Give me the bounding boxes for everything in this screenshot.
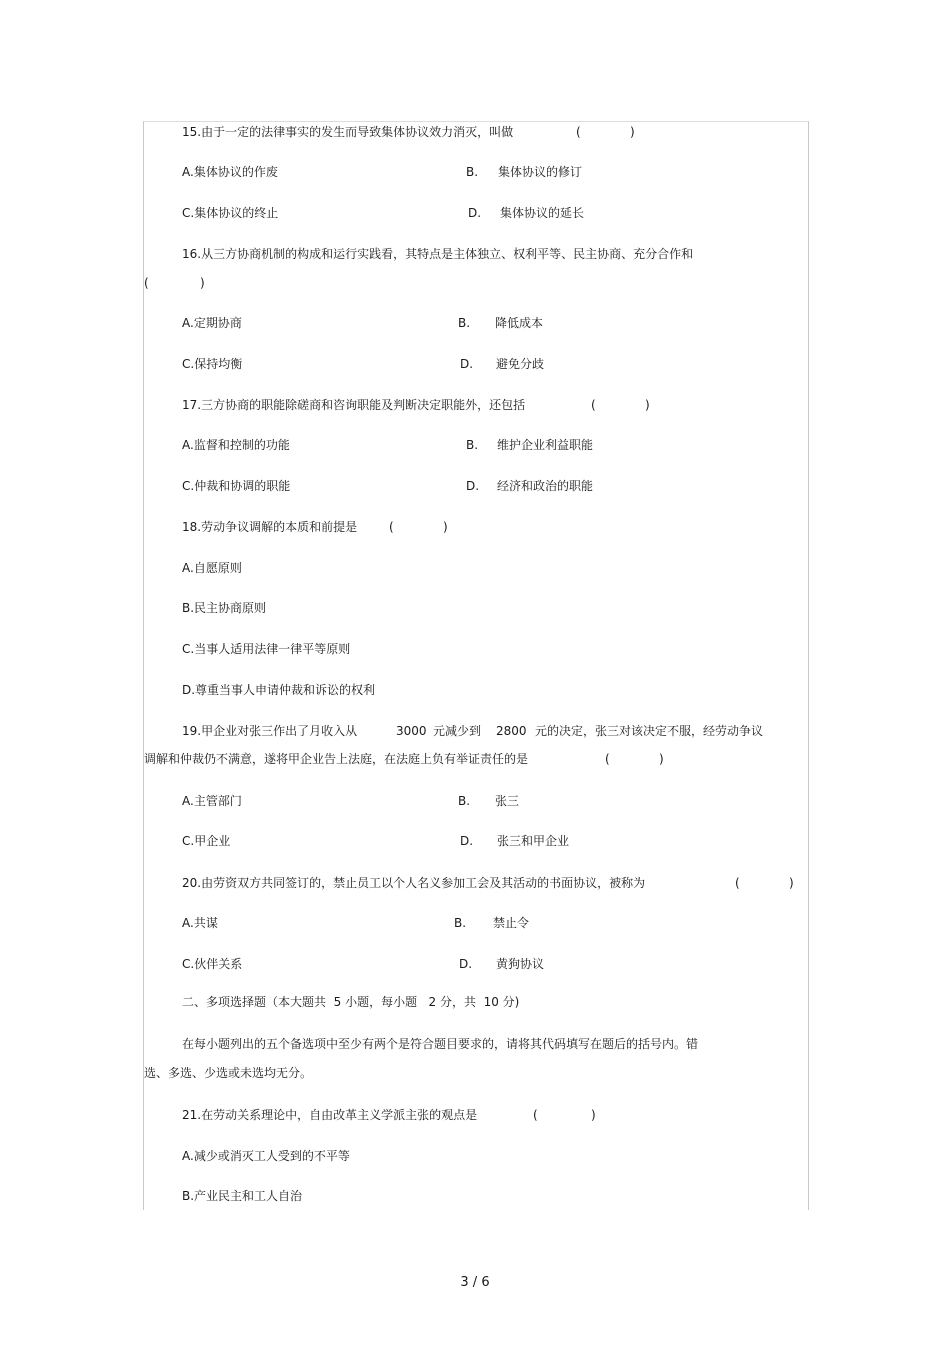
option-b-letter: B. [466, 438, 479, 452]
option-a: A.减少或消灭工人受到的不平等 [182, 1149, 350, 1163]
question-stem: 15.由于一定的法律事实的发生而导致集体协议效力消灭，叫做 [182, 125, 514, 139]
option-b-letter: B. [454, 916, 467, 930]
answer-paren-open: ( [389, 520, 394, 534]
answer-paren-close: ) [591, 1108, 596, 1122]
option-a: A.共谋 [182, 916, 218, 930]
option-d: D.尊重当事人申请仲裁和诉讼的权利 [182, 683, 376, 697]
option-b-letter: B. [466, 165, 479, 179]
answer-paren-open: ( [144, 276, 149, 290]
section-instruction-line2: 选、多选、少选或未选均无分。 [144, 1066, 313, 1080]
option-b: B.产业民主和工人自治 [182, 1189, 303, 1203]
question-stem: 16.从三方协商机制的构成和运行实践看，其特点是主体独立、权利平等、民主协商、充分合作和 [182, 247, 694, 261]
option-c: C.伙伴关系 [182, 957, 243, 971]
option-b-text: 降低成本 [495, 316, 544, 330]
option-b: B.民主协商原则 [182, 601, 267, 615]
option-d-letter: D. [460, 834, 474, 848]
option-a: A.监督和控制的功能 [182, 438, 290, 452]
page-number: 3 / 6 [460, 1275, 490, 1290]
answer-paren-close: ) [630, 125, 635, 139]
amount-to: 2800 [496, 724, 527, 738]
option-b-letter: B. [458, 794, 471, 808]
question-stem: 21.在劳动关系理论中，自由改革主义学派主张的观点是 [182, 1108, 478, 1122]
question-stem-part1: 19.甲企业对张三作出了月收入从 [182, 724, 358, 738]
option-b-text: 维护企业利益职能 [497, 438, 594, 452]
answer-paren-open: ( [576, 125, 581, 139]
option-a: A.主管部门 [182, 794, 242, 808]
option-c: C.当事人适用法律一律平等原则 [182, 642, 351, 656]
answer-paren-open: ( [533, 1108, 538, 1122]
option-c: C.甲企业 [182, 834, 231, 848]
question-stem-part3: 元的决定，张三对该决定不服，经劳动争议 [535, 724, 764, 738]
option-a: A.集体协议的作废 [182, 165, 278, 179]
option-b-text: 禁止令 [493, 916, 530, 930]
option-d-letter: D. [466, 479, 480, 493]
amount-from: 3000 [396, 724, 427, 738]
question-stem-line2: 调解和仲裁仍不满意，遂将甲企业告上法庭，在法庭上负有举证责任的是 [144, 752, 529, 766]
option-b-text: 集体协议的修订 [498, 165, 583, 179]
option-b-text: 张三 [495, 794, 520, 808]
option-a: A.自愿原则 [182, 561, 242, 575]
answer-paren-open: ( [591, 398, 596, 412]
question-stem: 18.劳动争议调解的本质和前提是 [182, 520, 358, 534]
answer-paren-close: ) [645, 398, 650, 412]
option-d-text: 集体协议的延长 [500, 206, 585, 220]
option-c: C.保持均衡 [182, 357, 243, 371]
option-d-text: 黄狗协议 [496, 957, 545, 971]
option-a: A.定期协商 [182, 316, 242, 330]
option-d-text: 避免分歧 [496, 357, 545, 371]
option-b-letter: B. [458, 316, 471, 330]
option-d-text: 经济和政治的职能 [497, 479, 594, 493]
answer-paren-close: ) [443, 520, 448, 534]
answer-paren-close: ) [200, 276, 205, 290]
section-instruction-line1: 在每小题列出的五个备选项中至少有两个是符合题目要求的，请将其代码填写在题后的括号内。错 [182, 1037, 699, 1051]
section-heading: 二、多项选择题（本大题共 5 小题，每小题 2 分，共 10 分) [182, 995, 520, 1009]
question-stem: 20.由劳资双方共同签订的，禁止员工以个人名义参加工会及其活动的书面协议，被称为 [182, 876, 646, 890]
answer-paren-close: ) [659, 752, 664, 766]
option-c: C.集体协议的终止 [182, 206, 279, 220]
answer-paren-close: ) [789, 876, 794, 890]
option-d-text: 张三和甲企业 [497, 834, 570, 848]
answer-paren-open: ( [735, 876, 740, 890]
question-stem-part2: 元减少到 [433, 724, 482, 738]
option-c: C.仲裁和协调的职能 [182, 479, 291, 493]
option-d-letter: D. [459, 957, 473, 971]
option-d-letter: D. [468, 206, 482, 220]
question-stem: 17.三方协商的职能除磋商和咨询职能及判断决定职能外，还包括 [182, 398, 526, 412]
option-d-letter: D. [460, 357, 474, 371]
answer-paren-open: ( [605, 752, 610, 766]
